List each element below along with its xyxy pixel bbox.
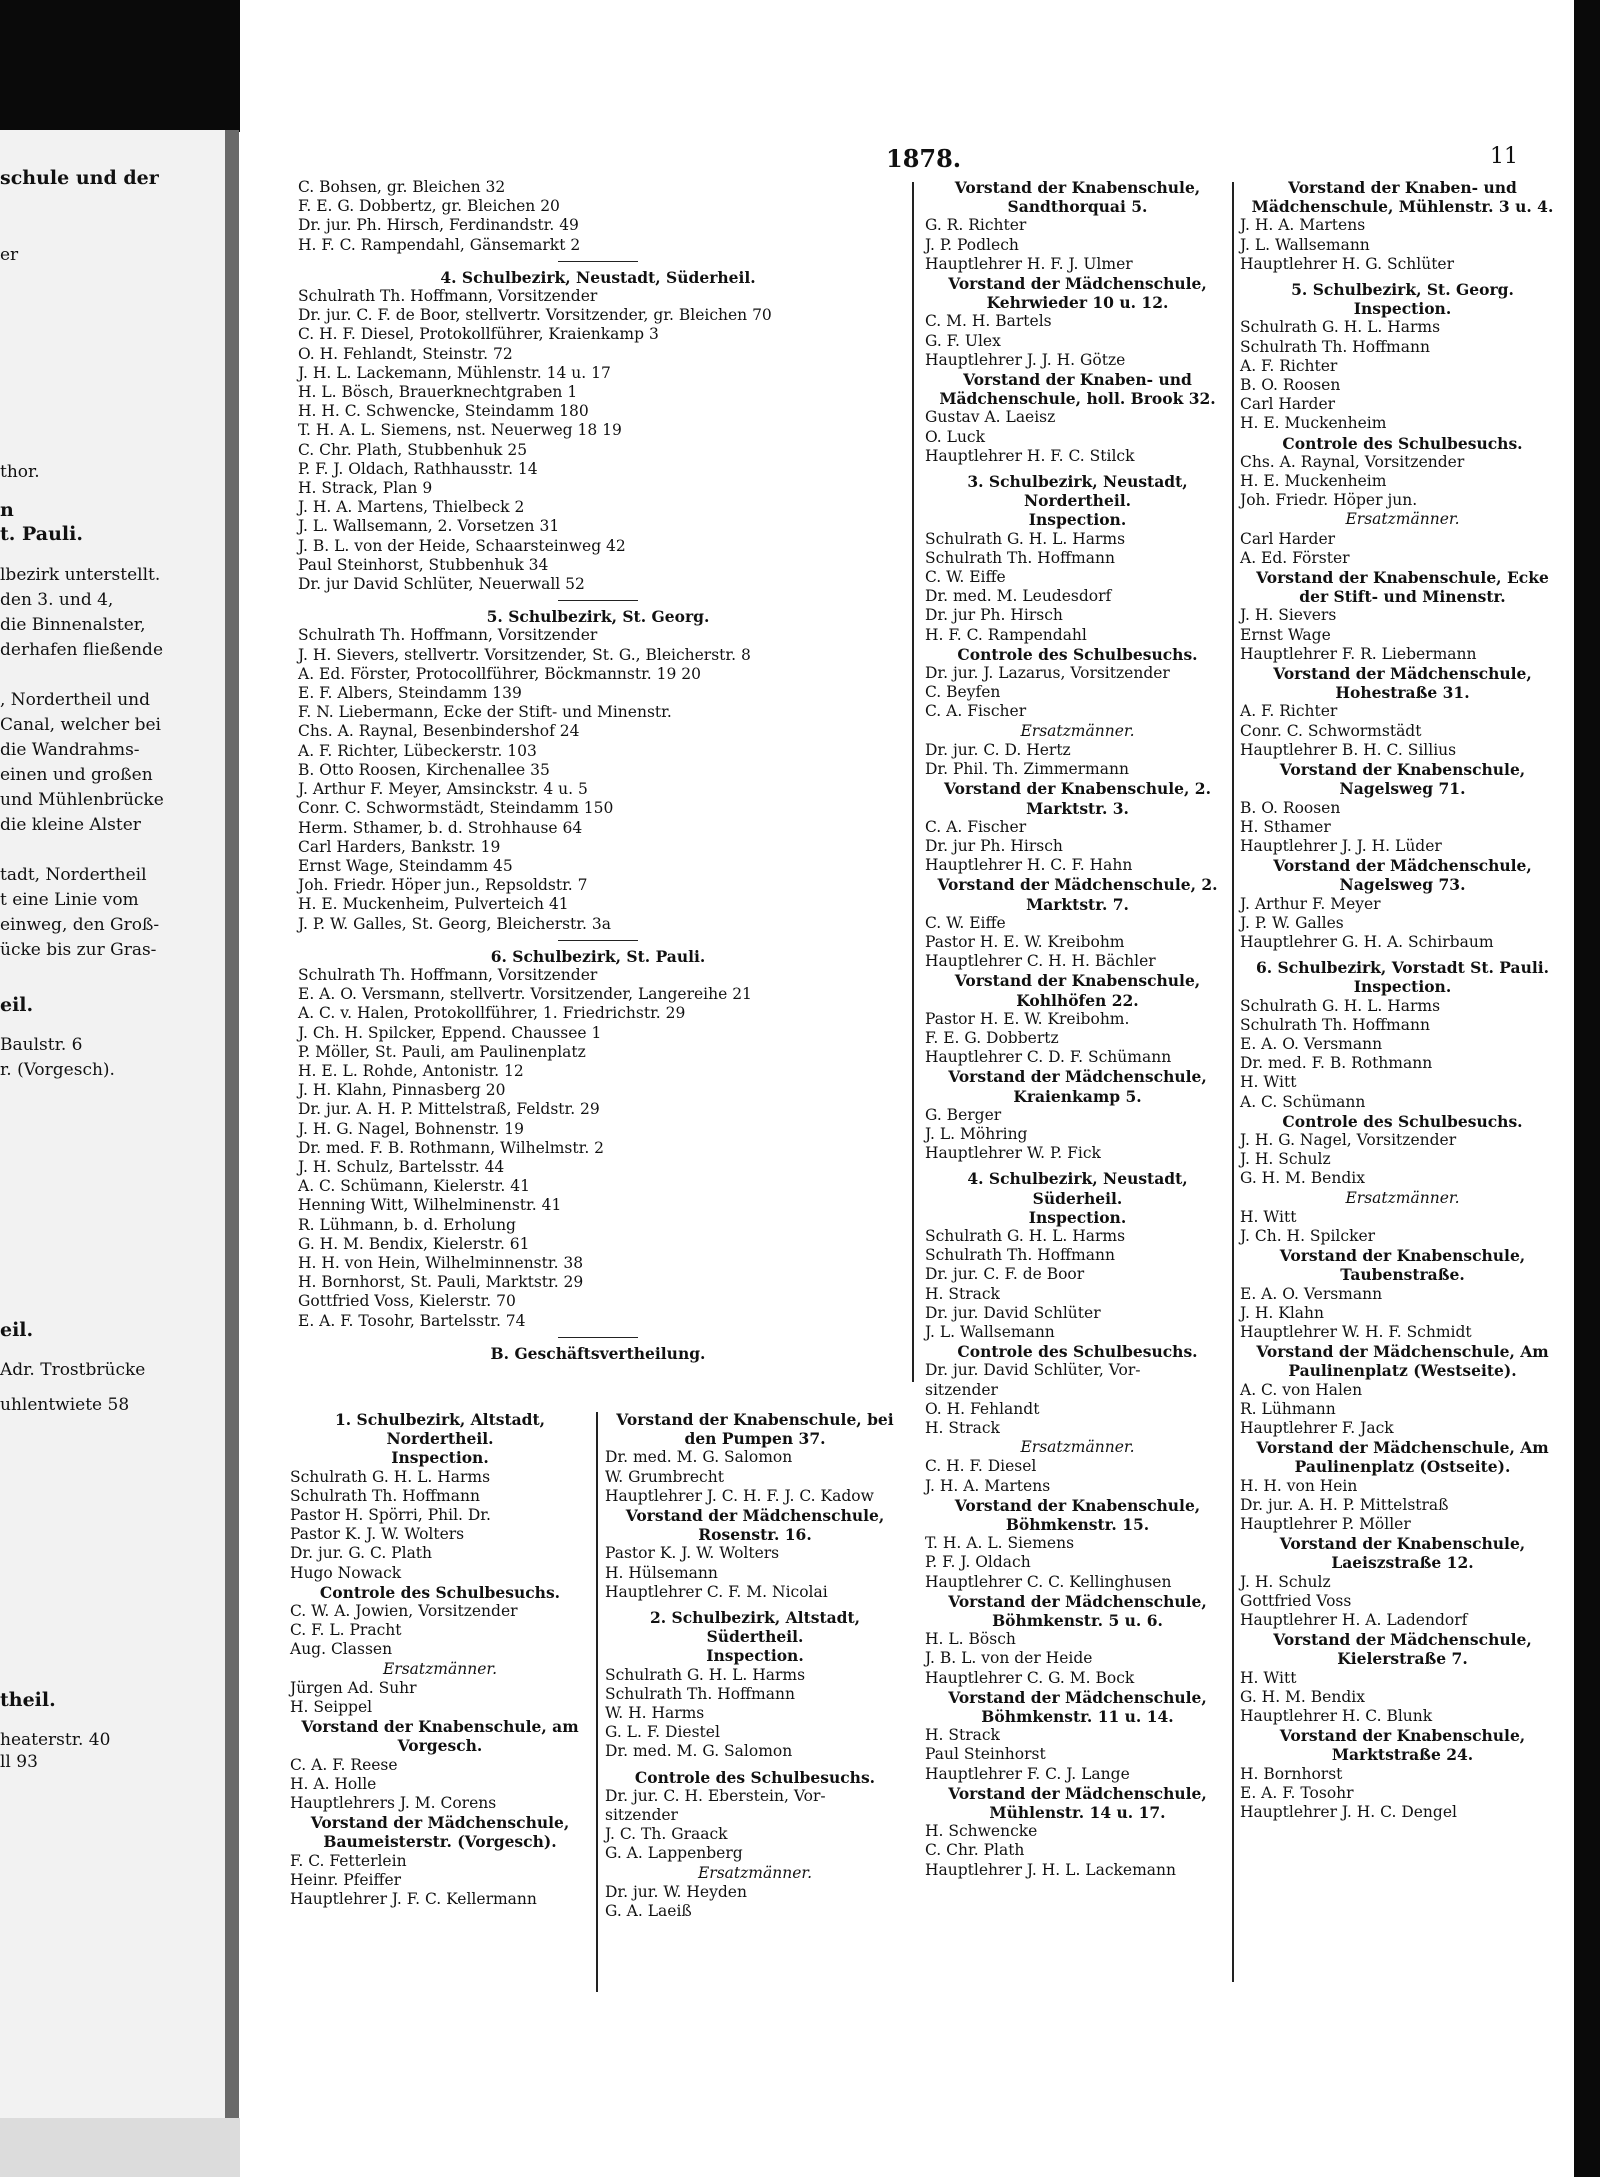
column-divider: [912, 182, 914, 1382]
entry-line: E. F. Albers, Steindamm 139: [298, 684, 522, 703]
entry-line: Dr. med. M. G. Salomon: [605, 1742, 793, 1761]
entry-line: J. H. Schulz, Bartelsstr. 44: [298, 1157, 505, 1176]
entry-line: G. H. M. Bendix: [1240, 1687, 1365, 1706]
section-heading: 6. Schulbezirk, St. Pauli.: [490, 946, 706, 966]
subheading: Ersatzmänner.: [1020, 1438, 1135, 1457]
section-heading: B. Geschäftsvertheilung.: [490, 1343, 706, 1363]
prev-page-line: den 3. und 4,: [0, 590, 114, 610]
entry-line: R. Lühmann: [1240, 1399, 1336, 1418]
entry-line: Schulrath Th. Hoffmann: [925, 548, 1115, 567]
entry-line: Dr. jur. C. F. de Boor: [925, 1265, 1085, 1284]
entry-line: J. H. Sievers: [1240, 606, 1337, 625]
prev-page-line: theil.: [0, 1689, 56, 1711]
entry-line: Jürgen Ad. Suhr: [290, 1678, 417, 1697]
page-year: 1878.: [886, 144, 962, 173]
column-district-1: [290, 1410, 590, 1909]
prev-page-line: thor.: [0, 462, 40, 482]
section-heading: Vorstand der Knabenschule, Taubenstraße.: [1279, 1246, 1526, 1285]
entry-line: H. Seippel: [290, 1698, 373, 1717]
entry-line: Schulrath Th. Hoffmann, Vorsitzender: [298, 965, 598, 984]
entry-line: H. E. Muckenheim, Pulverteich 41: [298, 895, 569, 914]
entry-line: H. F. C. Rampendahl, Gänsemarkt 2: [298, 235, 581, 254]
entry-line: Dr. jur. A. H. P. Mittelstraß, Feldstr. 29: [298, 1100, 600, 1119]
prev-page-line: schule und der: [0, 167, 159, 189]
section-heading: Vorstand der Mädchenschule, Böhmkenstr. 5 u. 6.: [948, 1591, 1207, 1631]
entry-line: Schulrath G. H. L. Harms: [290, 1467, 491, 1486]
entry-line: Schulrath G. H. L. Harms: [1240, 996, 1441, 1015]
entry-line: Hauptlehrer H. F. C. Stilck: [925, 446, 1135, 465]
entry-line: C. W. Eiffe: [925, 568, 1006, 587]
entry-line: W. H. Harms: [605, 1704, 705, 1723]
prev-page-line: Adr. Trostbrücke: [0, 1360, 146, 1380]
entry-line: Gustav A. Laeisz: [925, 408, 1056, 427]
entry-line: Hauptlehrers J. M. Corens: [290, 1794, 497, 1813]
entry-line: Hauptlehrer F. Jack: [1240, 1419, 1394, 1437]
subheading: Ersatzmänner.: [1020, 721, 1135, 740]
prev-page-line: ll 93: [0, 1752, 38, 1772]
entry-line: Hauptlehrer W. H. F. Schmidt: [1240, 1322, 1472, 1341]
section-heading: Controle des Schulbesuchs.: [1282, 433, 1523, 453]
section-heading: 2. Schulbezirk, Altstadt, Südertheil.: [649, 1608, 861, 1647]
entry-line: H. F. C. Rampendahl: [925, 625, 1087, 644]
entry-line: Pastor K. J. W. Wolters: [605, 1544, 780, 1563]
entry-line: J. H. A. Martens: [925, 1476, 1051, 1495]
section-heading: Vorstand der Knaben- und Mädchenschule, Mühlenstr. 3 u. 4.: [1251, 178, 1554, 217]
section-heading: 4. Schulbezirk, Neustadt, Süderheil.: [440, 267, 756, 287]
prev-page-line: tadt, Nordertheil: [0, 865, 147, 885]
entry-line: E. A. O. Versmann, stellvertr. Vorsitzender, Langereihe 21: [298, 985, 752, 1004]
entry-line: Dr. jur Ph. Hirsch: [925, 606, 1063, 625]
entry-line: H. H. von Hein: [1240, 1476, 1358, 1495]
prev-page-line: t. Pauli.: [0, 523, 83, 545]
column-divider: [1232, 182, 1234, 1982]
entry-line: C. A. Fischer: [925, 817, 1027, 836]
section-heading: 4. Schulbezirk, Neustadt, Süderheil.: [967, 1169, 1188, 1208]
entry-line: J. H. L. Lackemann, Mühlenstr. 14 u. 17: [298, 363, 611, 382]
entry-line: C. Beyfen: [925, 683, 1001, 702]
entry-line: Schulrath G. H. L. Harms: [925, 529, 1126, 548]
entry-line: Dr. jur. David Schlüter: [925, 1303, 1101, 1322]
section-heading: Vorstand der Mädchenschule, Kielerstraße 7.: [1273, 1630, 1532, 1669]
entry-line: Schulrath Th. Hoffmann: [605, 1684, 795, 1703]
section-heading: Vorstand der Knabenschule, Ecke der Stift- und Minenstr.: [1256, 568, 1549, 607]
entry-line: H. L. Bösch, Brauerknechtgraben 1: [298, 383, 578, 402]
entry-line: E. A. F. Tosohr: [1240, 1783, 1354, 1802]
section-heading: Vorstand der Knabenschule, Böhmkenstr. 15.: [954, 1495, 1201, 1535]
entry-line: Dr. med. M. G. Salomon: [605, 1448, 793, 1467]
entry-line: H. Strack: [925, 1419, 1000, 1437]
entry-line: J. P. W. Galles, St. Georg, Bleicherstr. 3a: [298, 914, 611, 933]
prev-page-line: , Nordertheil und: [0, 690, 151, 710]
entry-line: H. Strack, Plan 9: [298, 479, 433, 498]
prev-page-line: Baulstr. 6: [0, 1035, 83, 1055]
section-heading: Vorstand der Knabenschule, Laeiszstraße 12.: [1279, 1534, 1526, 1573]
prev-page-line: ücke bis zur Gras-: [0, 940, 157, 960]
section-heading: Vorstand der Mädchenschule, Baumeisterstr. (Vorgesch).: [310, 1813, 570, 1852]
entry-line: Dr. jur. G. C. Plath: [290, 1544, 433, 1563]
section-heading: Vorstand der Mädchenschule, Kehrwieder 10 u. 12.: [948, 274, 1207, 313]
entry-line: J. H. G. Nagel, Bohnenstr. 19: [298, 1119, 524, 1138]
entry-line: Ernst Wage: [1240, 625, 1331, 644]
section-heading: Vorstand der Knaben- und Mädchenschule, holl. Brook 32.: [939, 370, 1216, 409]
entry-line: H. E. Muckenheim: [1240, 472, 1387, 491]
entry-line: H. L. Bösch: [925, 1630, 1016, 1649]
section-heading: Vorstand der Knabenschule, am Vorgesch.: [301, 1717, 579, 1756]
prev-page-line: einen und großen: [0, 765, 153, 785]
entry-line: B. O. Roosen: [1240, 376, 1341, 395]
entry-line: Hauptlehrer J. C. H. F. J. C. Kadow: [605, 1486, 874, 1505]
prev-page-line: uhlentwiete 58: [0, 1395, 130, 1415]
section-heading: Vorstand der Mädchenschule, Am Paulinenplatz (Westseite).: [1256, 1342, 1549, 1381]
section-heading: 6. Schulbezirk, Vorstadt St. Pauli. Inspection.: [1255, 958, 1550, 997]
section-heading: Inspection.: [1028, 510, 1127, 530]
entry-line: Chs. A. Raynal, Vorsitzender: [1240, 452, 1465, 471]
entry-line: H. E. L. Rohde, Antonistr. 12: [298, 1061, 524, 1080]
entry-line: A. C. v. Halen, Protokollführer, 1. Friedrichstr. 29: [298, 1004, 686, 1023]
entry-line: Paul Steinhorst: [925, 1745, 1046, 1764]
entry-line: A. F. Richter, Lübeckerstr. 103: [298, 741, 537, 760]
entry-line: Hauptlehrer H. C. F. Hahn: [925, 856, 1133, 875]
entry-line: H. A. Holle: [290, 1774, 377, 1793]
section-rule: [558, 261, 638, 262]
prev-page-line: derhafen fließende: [0, 640, 164, 660]
entry-line: J. Ch. H. Spilcker: [1240, 1226, 1376, 1245]
entry-line: H. Witt: [1240, 1207, 1297, 1226]
entry-line: J. Arthur F. Meyer, Amsinckstr. 4 u. 5: [298, 780, 588, 799]
section-heading: 5. Schulbezirk, St. Georg.: [486, 607, 710, 627]
section-heading: Inspection.: [391, 1448, 489, 1468]
entry-line: Dr. med. F. B. Rothmann: [1240, 1054, 1433, 1073]
prev-page-line: eil.: [0, 1319, 34, 1341]
entry-line: E. A. F. Tosohr, Bartelsstr. 74: [298, 1311, 526, 1330]
entry-line: Carl Harder: [1240, 395, 1336, 414]
prev-page-line: eil.: [0, 994, 34, 1016]
entry-line: C. A. F. Reese: [290, 1755, 398, 1774]
entry-line: Dr. jur. W. Heyden: [605, 1882, 747, 1901]
entry-line: H. Strack: [925, 1284, 1000, 1303]
entry-line: Hauptlehrer C. D. F. Schümann: [925, 1048, 1172, 1067]
entry-line: J. H. Schulz: [1240, 1150, 1331, 1169]
entry-line: C. Bohsen, gr. Bleichen 32: [298, 178, 506, 196]
entry-line: B. O. Roosen: [1240, 798, 1341, 817]
entry-line: P. F. J. Oldach: [925, 1553, 1031, 1572]
entry-line: Pastor H. E. W. Kreibohm: [925, 932, 1125, 951]
entry-line: Pastor K. J. W. Wolters: [290, 1525, 465, 1544]
entry-line: Chs. A. Raynal, Besenbindershof 24: [298, 722, 580, 741]
entry-line: C. M. H. Bartels: [925, 312, 1052, 331]
entry-line: Hauptlehrer B. H. C. Sillius: [1240, 740, 1457, 759]
entry-line: Paul Steinhorst, Stubbenhuk 34: [298, 555, 549, 574]
entry-line: Joh. Friedr. Höper jun., Repsoldstr. 7: [298, 876, 588, 895]
entry-line: Dr. jur David Schlüter, Neuerwall 52: [298, 575, 585, 594]
entry-line: Dr. jur. A. H. P. Mittelstraß: [1240, 1495, 1449, 1514]
entry-line: T. H. A. L. Siemens: [925, 1534, 1075, 1553]
prev-page-line: und Mühlenbrücke: [0, 790, 164, 810]
previous-page-strip: [0, 130, 225, 2120]
section-heading: Controle des Schulbesuchs.: [957, 1342, 1198, 1362]
entry-line: Dr. jur. C. D. Hertz: [925, 740, 1071, 759]
entry-line: O. Luck: [925, 427, 986, 446]
entry-line: F. E. G. Dobbertz, gr. Bleichen 20: [298, 197, 560, 216]
entry-line: J. B. L. von der Heide, Schaarsteinweg 42: [298, 536, 626, 555]
entry-line: sitzender: [925, 1380, 998, 1399]
subheading: Ersatzmänner.: [382, 1659, 498, 1678]
entry-line: H. H. C. Schwencke, Steindamm 180: [298, 402, 589, 421]
entry-line: Ernst Wage, Steindamm 45: [298, 856, 513, 875]
section-heading: 3. Schulbezirk, Neustadt, Nordertheil.: [967, 472, 1188, 511]
entry-line: A. F. Richter: [1240, 356, 1338, 375]
section-heading: Vorstand der Mädchenschule, Mühlenstr. 14 u. 17.: [948, 1783, 1207, 1823]
entry-line: Hauptlehrer J. F. C. Kellermann: [290, 1890, 537, 1909]
entry-line: Dr. med. M. Leudesdorf: [925, 587, 1112, 606]
column-members-districts: [298, 178, 898, 1363]
entry-line: Schulrath G. H. L. Harms: [605, 1665, 806, 1684]
entry-line: F. E. G. Dobbertz: [925, 1028, 1059, 1047]
entry-line: J. H. A. Martens: [1240, 216, 1366, 235]
section-heading: Vorstand der Knabenschule, 2. Marktstr. 3.: [944, 779, 1211, 818]
entry-line: Dr. jur. C. H. Eberstein, Vor-: [605, 1786, 826, 1805]
entry-line: T. H. A. L. Siemens, nst. Neuerweg 18 19: [298, 421, 622, 440]
entry-line: J. C. Th. Graack: [605, 1825, 728, 1844]
section-heading: Vorstand der Mädchenschule, Kraienkamp 5.: [948, 1067, 1207, 1106]
prev-page-line: die kleine Alster: [0, 815, 141, 835]
entry-line: G. H. M. Bendix: [1240, 1169, 1365, 1188]
entry-line: Hauptlehrer J. J. H. Lüder: [1240, 836, 1442, 855]
entry-line: Hauptlehrer C. G. M. Bock: [925, 1668, 1135, 1687]
entry-line: F. N. Liebermann, Ecke der Stift- und Minenstr.: [298, 703, 672, 722]
prev-page-line: die Binnenalster,: [0, 615, 146, 635]
entry-line: A. F. Richter: [1240, 702, 1338, 721]
entry-line: H. Strack: [925, 1726, 1000, 1745]
entry-line: Hauptlehrer F. C. J. Lange: [925, 1764, 1130, 1783]
section-heading: Vorstand der Mädchenschule, Rosenstr. 16.: [625, 1506, 885, 1545]
entry-line: G. L. F. Diestel: [605, 1723, 720, 1742]
entry-line: G. R. Richter: [925, 216, 1027, 235]
entry-line: Schulrath Th. Hoffmann, Vorsitzender: [298, 626, 598, 645]
prev-page-line: die Wandrahms-: [0, 740, 140, 760]
entry-line: J. H. G. Nagel, Vorsitzender: [1240, 1130, 1457, 1149]
entry-line: J. L. Möhring: [925, 1124, 1028, 1143]
entry-line: B. Otto Roosen, Kirchenallee 35: [298, 760, 550, 779]
section-rule: [558, 1337, 638, 1338]
entry-line: Dr. jur. J. Lazarus, Vorsitzender: [925, 664, 1170, 683]
entry-line: C. W. Eiffe: [925, 913, 1006, 932]
entry-line: G. F. Ulex: [925, 331, 1001, 350]
entry-line: H. Witt: [1240, 1668, 1297, 1687]
prev-page-line: heaterstr. 40: [0, 1730, 111, 1750]
entry-line: P. F. J. Oldach, Rathhausstr. 14: [298, 459, 538, 478]
column-divider: [596, 1412, 598, 1992]
section-heading: Vorstand der Mädchenschule, Hohestraße 31.: [1273, 664, 1532, 703]
entry-line: A. C. Schümann, Kielerstr. 41: [298, 1177, 530, 1196]
subheading: Ersatzmänner.: [1345, 510, 1460, 529]
entry-line: P. Möller, St. Pauli, am Paulinenplatz: [298, 1042, 586, 1061]
section-heading: Inspection.: [706, 1646, 804, 1666]
entry-line: A. C. von Halen: [1240, 1380, 1363, 1399]
entry-line: Dr. jur Ph. Hirsch: [925, 836, 1063, 855]
entry-line: Hauptlehrer C. H. H. Bächler: [925, 952, 1156, 971]
entry-line: G. Berger: [925, 1105, 1002, 1124]
entry-line: J. H. Sievers, stellvertr. Vorsitzender, St. G., Bleicherstr. 8: [298, 645, 751, 664]
section-heading: 5. Schulbezirk, St. Georg. Inspection.: [1291, 280, 1514, 319]
section-heading: Inspection.: [1028, 1207, 1127, 1227]
entry-line: G. H. M. Bendix, Kielerstr. 61: [298, 1234, 530, 1253]
entry-line: H. Bornhorst: [1240, 1764, 1343, 1783]
entry-line: Hauptlehrer W. P. Fick: [925, 1144, 1101, 1163]
entry-line: C. Chr. Plath: [925, 1841, 1025, 1860]
entry-line: Hauptlehrer H. G. Schlüter: [1240, 254, 1455, 273]
entry-line: J. P. Podlech: [925, 235, 1019, 254]
scan-border-bottom: [0, 2118, 240, 2177]
entry-line: Hauptlehrer F. R. Liebermann: [1240, 644, 1477, 663]
entry-line: Hauptlehrer H. C. Blunk: [1240, 1707, 1433, 1726]
prev-page-line: Canal, welcher bei: [0, 715, 161, 735]
entry-line: F. C. Fetterlein: [290, 1851, 407, 1870]
entry-line: Dr. jur. Ph. Hirsch, Ferdinandstr. 49: [298, 216, 579, 235]
subheading: Ersatzmänner.: [1345, 1188, 1460, 1207]
entry-line: A. Ed. Förster: [1240, 548, 1350, 567]
entry-line: H. E. Muckenheim: [1240, 414, 1387, 433]
entry-line: Hauptlehrer J. J. H. Götze: [925, 350, 1126, 369]
entry-line: C. W. A. Jowien, Vorsitzender: [290, 1602, 518, 1621]
entry-line: H. Witt: [1240, 1073, 1297, 1092]
entry-line: Hauptlehrer C. C. Kellinghusen: [925, 1572, 1172, 1591]
entry-line: Aug. Classen: [290, 1640, 393, 1659]
entry-line: Hauptlehrer P. Möller: [1240, 1515, 1411, 1534]
entry-line: Pastor H. E. W. Kreibohm.: [925, 1009, 1130, 1028]
entry-line: H. Sthamer: [1240, 817, 1331, 836]
section-heading: Vorstand der Mädchenschule, Nagelsweg 73.: [1273, 856, 1532, 895]
column-districts-3-4: [925, 178, 1230, 1880]
entry-line: Dr. jur. David Schlüter, Vor-: [925, 1361, 1141, 1380]
section-heading: Vorstand der Knabenschule, Nagelsweg 71.: [1279, 760, 1526, 799]
entry-line: Dr. Phil. Th. Zimmermann: [925, 760, 1129, 779]
entry-line: Henning Witt, Wilhelminenstr. 41: [298, 1196, 562, 1215]
entry-line: H. Bornhorst, St. Pauli, Marktstr. 29: [298, 1273, 584, 1292]
entry-line: C. A. Fischer: [925, 702, 1027, 721]
entry-line: Conr. C. Schwormstädt: [1240, 721, 1422, 740]
column-district-1-2: [605, 1410, 905, 1921]
entry-line: C. F. L. Pracht: [290, 1621, 402, 1640]
entry-line: G. A. Laeiß: [605, 1902, 692, 1921]
page-fold-shadow: [225, 130, 239, 2120]
entry-line: J. H. A. Martens, Thielbeck 2: [298, 498, 525, 517]
entry-line: Schulrath Th. Hoffmann: [1240, 337, 1430, 356]
entry-line: H. Hülsemann: [605, 1563, 718, 1582]
entry-line: G. A. Lappenberg: [605, 1844, 743, 1863]
section-heading: Vorstand der Knabenschule, Marktstraße 24.: [1279, 1726, 1526, 1765]
entry-line: Herm. Sthamer, b. d. Strohhause 64: [298, 818, 583, 837]
section-heading: Vorstand der Knabenschule, bei den Pumpen 37.: [616, 1410, 894, 1449]
section-heading: Vorstand der Mädchenschule, 2. Marktstr. 7.: [937, 875, 1218, 914]
entry-line: J. L. Wallsemann: [925, 1322, 1055, 1341]
section-heading: Vorstand der Mädchenschule, Am Paulinenplatz (Ostseite).: [1256, 1438, 1549, 1477]
entry-line: Joh. Friedr. Höper jun.: [1240, 491, 1418, 510]
entry-line: C. H. F. Diesel, Protokollführer, Kraienkamp 3: [298, 325, 659, 344]
section-heading: Vorstand der Knabenschule, Kohlhöfen 22.: [954, 971, 1201, 1010]
entry-line: Hauptlehrer C. F. M. Nicolai: [605, 1582, 828, 1601]
entry-line: J. L. Wallsemann, 2. Vorsetzen 31: [298, 517, 560, 536]
section-heading: 1. Schulbezirk, Altstadt, Nordertheil.: [334, 1410, 546, 1449]
entry-line: Carl Harders, Bankstr. 19: [298, 837, 501, 856]
entry-line: J. Ch. H. Spilcker, Eppend. Chaussee 1: [298, 1023, 602, 1042]
entry-line: Hugo Nowack: [290, 1563, 402, 1582]
entry-line: Schulrath Th. Hoffmann: [1240, 1015, 1430, 1034]
entry-line: O. H. Fehlandt: [925, 1399, 1040, 1418]
section-rule: [558, 600, 638, 601]
entry-line: J. H. Klahn, Pinnasberg 20: [298, 1081, 506, 1100]
entry-line: C. H. F. Diesel: [925, 1457, 1037, 1476]
entry-line: Schulrath G. H. L. Harms: [1240, 318, 1441, 337]
scan-border-top: [0, 0, 240, 132]
subheading: Ersatzmänner.: [697, 1863, 813, 1882]
column-districts-5-6: [1240, 178, 1565, 1822]
entry-line: E. A. O. Versmann: [1240, 1034, 1383, 1053]
prev-page-line: r. (Vorgesch).: [0, 1060, 115, 1080]
entry-line: A. Ed. Förster, Protocollführer, Böckmannstr. 19 20: [298, 664, 702, 683]
entry-line: Dr. jur. C. F. de Boor, stellvertr. Vorsitzender, gr. Bleichen 70: [298, 306, 772, 325]
entry-line: Heinr. Pfeiffer: [290, 1870, 402, 1889]
entry-line: Schulrath Th. Hoffmann: [290, 1486, 480, 1505]
section-heading: Vorstand der Knabenschule, Sandthorquai 5.: [954, 178, 1201, 217]
entry-line: Carl Harder: [1240, 529, 1336, 548]
entry-line: Hauptlehrer H. A. Ladendorf: [1240, 1611, 1468, 1630]
prev-page-line: er: [0, 245, 19, 265]
entry-line: Hauptlehrer G. H. A. Schirbaum: [1240, 932, 1494, 951]
entry-line: Gottfried Voss: [1240, 1591, 1352, 1610]
prev-page-line: einweg, den Groß-: [0, 915, 160, 935]
entry-line: J. B. L. von der Heide: [925, 1649, 1093, 1668]
section-rule: [558, 940, 638, 941]
section-heading: Controle des Schulbesuchs.: [957, 644, 1198, 664]
entry-line: A. C. Schümann: [1240, 1092, 1366, 1111]
entry-line: O. H. Fehlandt, Steinstr. 72: [298, 344, 513, 363]
prev-page-line: t eine Linie vom: [0, 890, 139, 910]
prev-page-line: n: [0, 499, 14, 521]
entry-line: Dr. med. F. B. Rothmann, Wilhelmstr. 2: [298, 1138, 605, 1157]
entry-line: W. Grumbrecht: [605, 1467, 724, 1486]
entry-line: Schulrath G. H. L. Harms: [925, 1226, 1126, 1245]
entry-line: J. Arthur F. Meyer: [1240, 894, 1381, 913]
page-number: 11: [1490, 144, 1518, 169]
entry-line: J. L. Wallsemann: [1240, 235, 1370, 254]
entry-line: J. P. W. Galles: [1240, 913, 1344, 932]
scan-border-right: [1574, 0, 1600, 2177]
entry-line: Gottfried Voss, Kielerstr. 70: [298, 1292, 516, 1311]
entry-line: Schulrath Th. Hoffmann, Vorsitzender: [298, 287, 598, 306]
entry-line: Pastor H. Spörri, Phil. Dr.: [290, 1506, 491, 1525]
prev-page-line: lbezirk unterstellt.: [0, 565, 161, 585]
section-heading: Controle des Schulbesuchs.: [319, 1582, 561, 1602]
entry-line: H. H. von Hein, Wilhelminnenstr. 38: [298, 1253, 584, 1272]
entry-line: C. Chr. Plath, Stubbenhuk 25: [298, 440, 528, 459]
entry-line: Hauptlehrer J. H. L. Lackemann: [925, 1860, 1176, 1879]
section-heading: Controle des Schulbesuchs.: [1282, 1111, 1523, 1131]
entry-line: J. H. Schulz: [1240, 1572, 1331, 1591]
entry-line: Hauptlehrer J. H. C. Dengel: [1240, 1803, 1457, 1822]
entry-line: Conr. C. Schwormstädt, Steindamm 150: [298, 799, 614, 818]
entry-line: Schulrath Th. Hoffmann: [925, 1246, 1115, 1265]
entry-line: Hauptlehrer H. F. J. Ulmer: [925, 254, 1133, 273]
entry-line: E. A. O. Versmann: [1240, 1284, 1383, 1303]
section-heading: Controle des Schulbesuchs.: [634, 1767, 876, 1787]
section-heading: Vorstand der Mädchenschule, Böhmkenstr. 11 u. 14.: [948, 1687, 1207, 1727]
entry-line: J. H. Klahn: [1240, 1303, 1324, 1322]
entry-line: H. Schwencke: [925, 1822, 1038, 1841]
entry-line: sitzender: [605, 1806, 678, 1825]
entry-line: R. Lühmann, b. d. Erholung: [298, 1215, 516, 1234]
